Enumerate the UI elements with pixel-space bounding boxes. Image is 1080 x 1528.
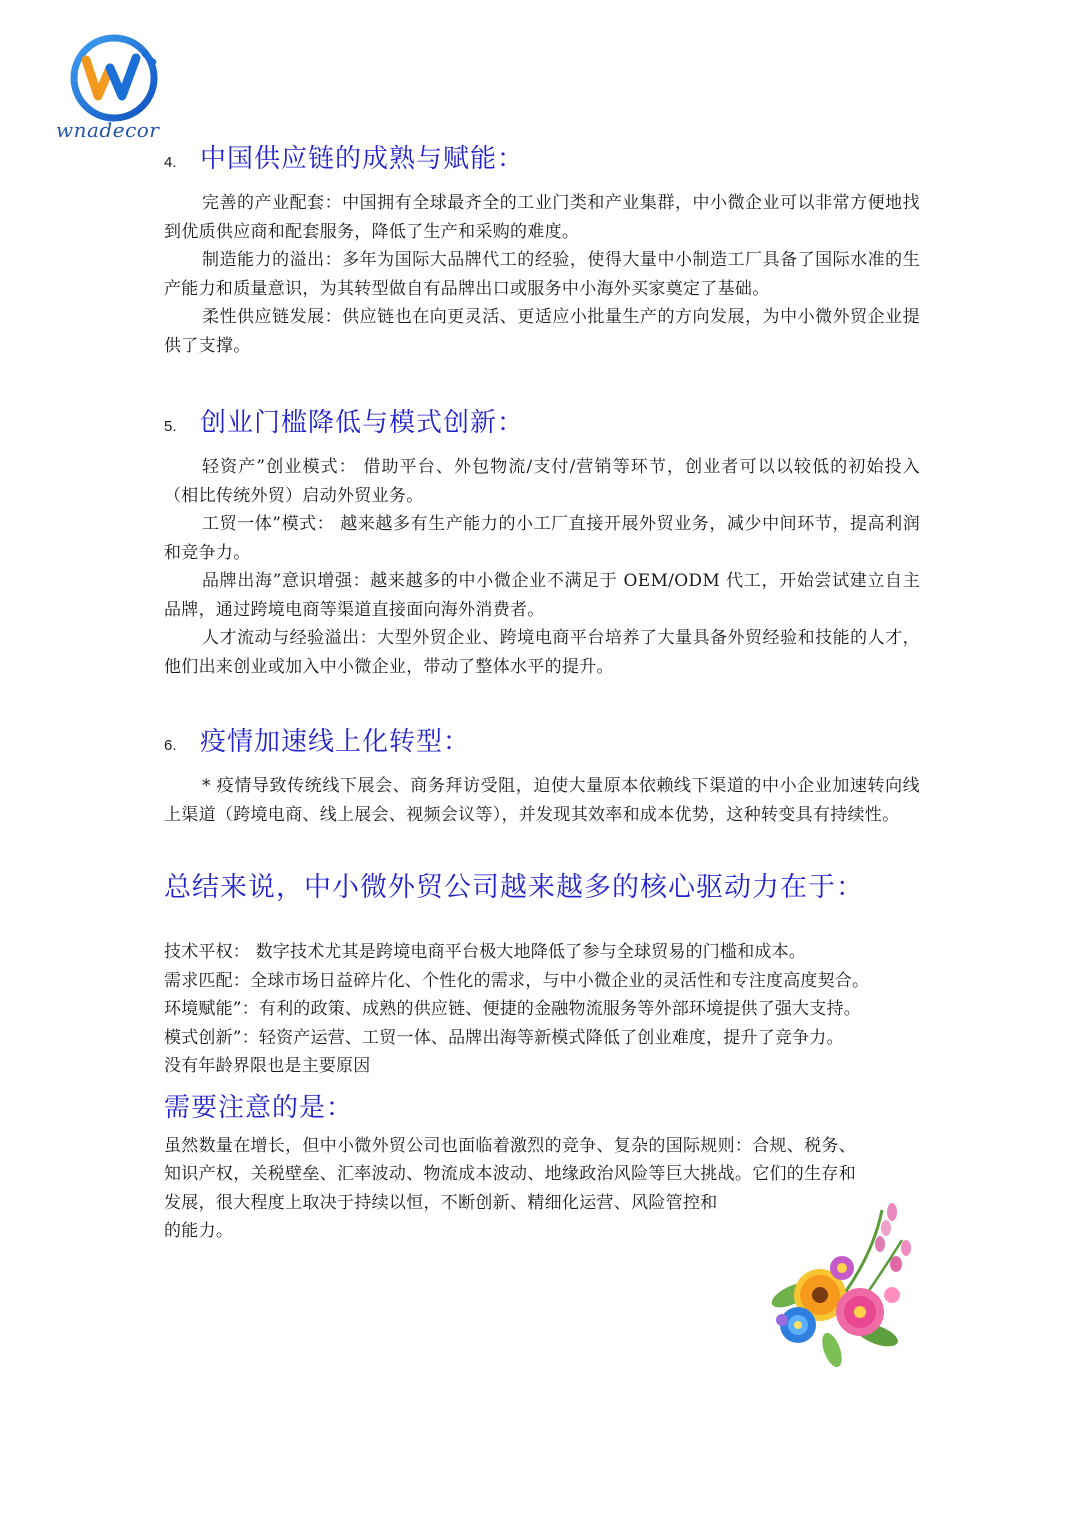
summary-line: 环境赋能”：有利的政策、成熟的供应链、便捷的金融物流服务等外部环境提供了强大支持。 — [164, 999, 861, 1019]
flower-decoration-icon — [762, 1200, 922, 1370]
section-5-heading — [164, 402, 920, 439]
paragraph: 柔性供应链发展：供应链也在向更灵活、更适应小批量生产的方向发展，为中小微外贸企业提供了支撑。 — [164, 307, 920, 356]
note-line: 虽然数量在增长，但中小微外贸公司也面临着激烈的竞争、复杂的国际规则：合规、税务、 — [164, 1135, 856, 1156]
section-number: 4. — [164, 154, 177, 171]
summary-title: 总结来说，中小微外贸公司越来越多的核心驱动力在于： — [164, 872, 864, 903]
section-title: 创业门槛降低与模式创新： — [200, 408, 525, 438]
note-line: 知识产权，关税壁垒、汇率波动、物流成本波动、地缘政治风险等巨大挑战。它们的生存和 — [164, 1164, 856, 1184]
paragraph: 轻资产”创业模式： 借助平台、外包物流/支付/营销等环节，创业者可以以较低的初始投入（相比传统外贸）启动外贸业务。 — [164, 457, 920, 506]
note-title: 需要注意的是： — [164, 1092, 354, 1123]
paragraph: 制造能力的溢出：多年为国际大品牌代工的经验，使得大量中小制造工厂具备了国际水准的生产能力和质量意识，为其转型做自有品牌出口或服务中小海外买家奠定了基础。 — [164, 250, 920, 299]
summary-line: 需求匹配：全球市场日益碎片化、个性化的需求，与中小微企业的灵活性和专注度高度契合。 — [164, 970, 870, 991]
summary-line: 技术平权： 数字技术尤其是跨境电商平台极大地降低了参与全球贸易的门槛和成本。 — [164, 942, 807, 962]
section-6-heading — [164, 721, 920, 758]
section-number: 5. — [164, 418, 177, 435]
section-4-heading — [164, 138, 920, 175]
paragraph: 人才流动与经验溢出：大型外贸企业、跨境电商平台培养了大量具备外贸经验和技能的人才，他们出来创业或加入中小微企业，带动了整体水平的提升。 — [164, 628, 920, 677]
paragraph: 品牌出海”意识增强：越来越多的中小微企业不满足于 OEM/ODM 代工，开始尝试建立自主品牌，通过跨境电商等渠道直接面向海外消费者。 — [164, 571, 920, 620]
note-line: 的能力。 — [164, 1221, 234, 1241]
section-number: 6. — [164, 737, 177, 754]
logo-wordmark: wnadecor — [56, 118, 160, 142]
paragraph: 工贸一体”模式： 越来越多有生产能力的小工厂直接开展外贸业务，减少中间环节，提高利润和竞争力。 — [164, 514, 920, 563]
paragraph: 完善的产业配套：中国拥有全球最齐全的工业门类和产业集群，中小微企业可以非常方便地找到优质供应商和配套服务，降低了生产和采购的难度。 — [164, 193, 920, 242]
summary-line: 模式创新”：轻资产运营、工贸一体、品牌出海等新模式降低了创业难度，提升了竞争力。 — [164, 1027, 844, 1048]
summary-line: 没有年龄界限也是主要原因 — [164, 1056, 371, 1076]
section-title: 疫情加速线上化转型： — [200, 727, 471, 757]
note-line: 发展，很大程度上取决于持续以恒，不断创新、精细化运营、风险管控和 — [164, 1192, 718, 1213]
document-body — [164, 138, 920, 1246]
paragraph: * 疫情导致传统线下展会、商务拜访受阻，迫使大量原本依赖线下渠道的中小企业加速转向线上渠道（跨境电商、线上展会、视频会议等），并发现其效率和成本优势，这种转变具有持续性。 — [164, 776, 920, 825]
section-title: 中国供应链的成熟与赋能： — [200, 144, 525, 174]
